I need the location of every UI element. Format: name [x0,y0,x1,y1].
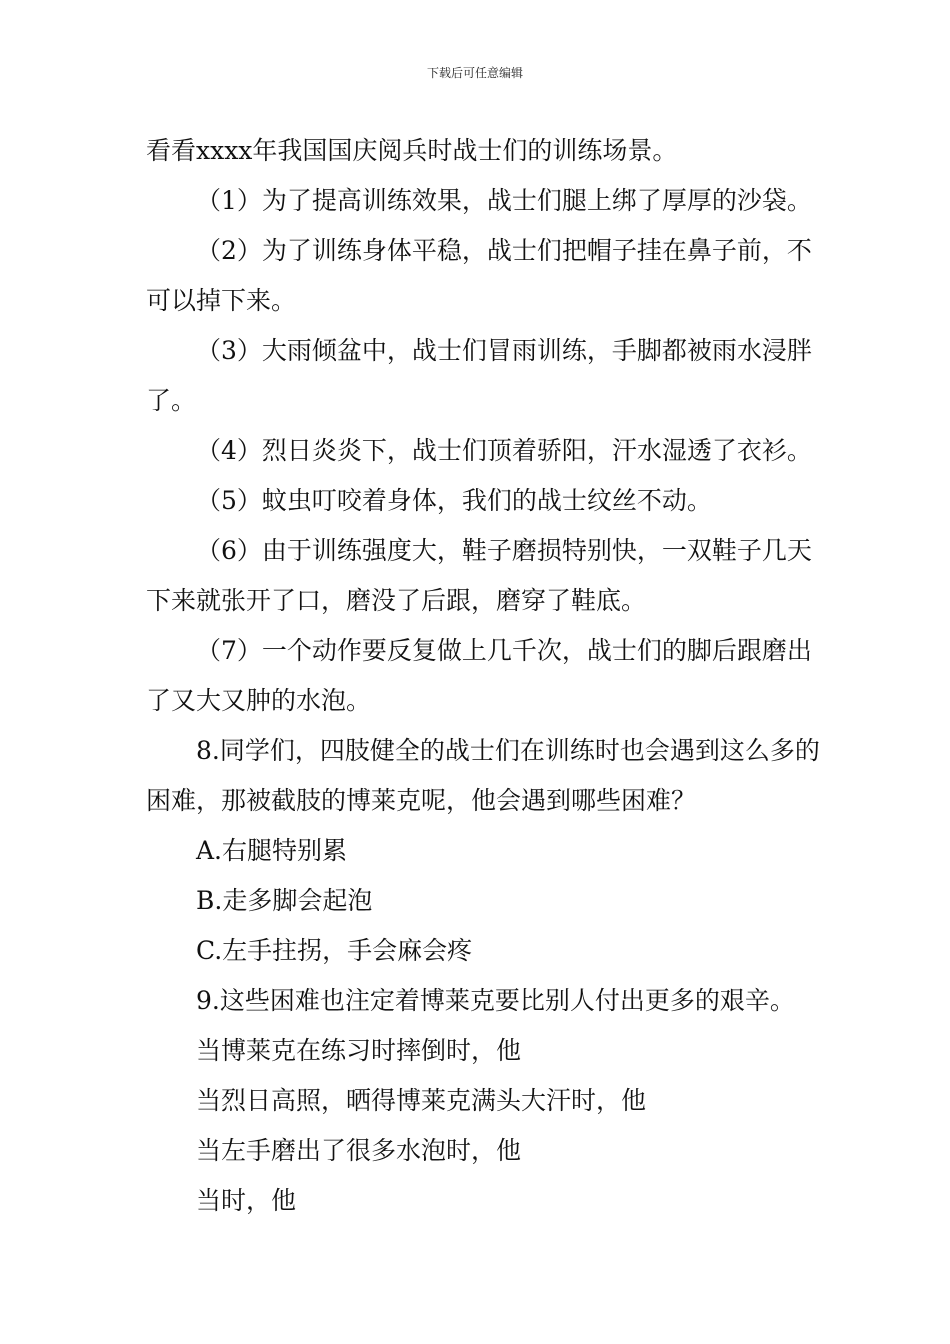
paragraph-item-3: （3）大雨倾盆中，战士们冒雨训练，手脚都被雨水浸胖了。 [146,336,812,415]
paragraph-item-6: （6）由于训练强度大，鞋子磨损特别快，一双鞋子几天下来就张开了口，磨没了后跟，磨穿了鞋底。 [146,536,812,615]
paragraph-item-2: （2）为了训练身体平稳，战士们把帽子挂在鼻子前，不可以掉下来。 [146,236,812,315]
paragraph-item-4: （4）烈日炎炎下，战士们顶着骄阳，汗水湿透了衣衫。 [196,436,812,465]
document-body [146,126,822,1226]
question-9: 9.这些困难也注定着博莱克要比别人付出更多的艰辛。 [196,986,795,1015]
question-8: 8.同学们，四肢健全的战士们在训练时也会遇到这么多的困难，那被截肢的博莱克呢，他会遇到哪些困难？ [146,736,820,815]
prompt-line-4: 当时，他 [196,1186,297,1215]
option-a: A.右腿特别累 [196,836,348,865]
paragraph-intro: 看看xxxx年我国国庆阅兵时战士们的训练场景。 [146,136,678,165]
prompt-line-1: 当博莱克在练习时摔倒时，他 [196,1036,522,1065]
paragraph-item-5: （5）蚊虫叮咬着身体，我们的战士纹丝不动。 [196,486,712,515]
page-header: 下载后可任意编辑 [426,66,523,80]
paragraph-item-1: （1）为了提高训练效果，战士们腿上绑了厚厚的沙袋。 [196,186,812,215]
paragraph-item-7: （7）一个动作要反复做上几千次，战士们的脚后跟磨出了又大又肿的水泡。 [146,636,812,715]
prompt-line-2: 当烈日高照，晒得博莱克满头大汗时，他 [196,1086,647,1115]
prompt-line-3: 当左手磨出了很多水泡时，他 [196,1136,522,1165]
option-b: B.走多脚会起泡 [196,886,373,915]
option-c: C.左手拄拐，手会麻会疼 [196,936,473,965]
